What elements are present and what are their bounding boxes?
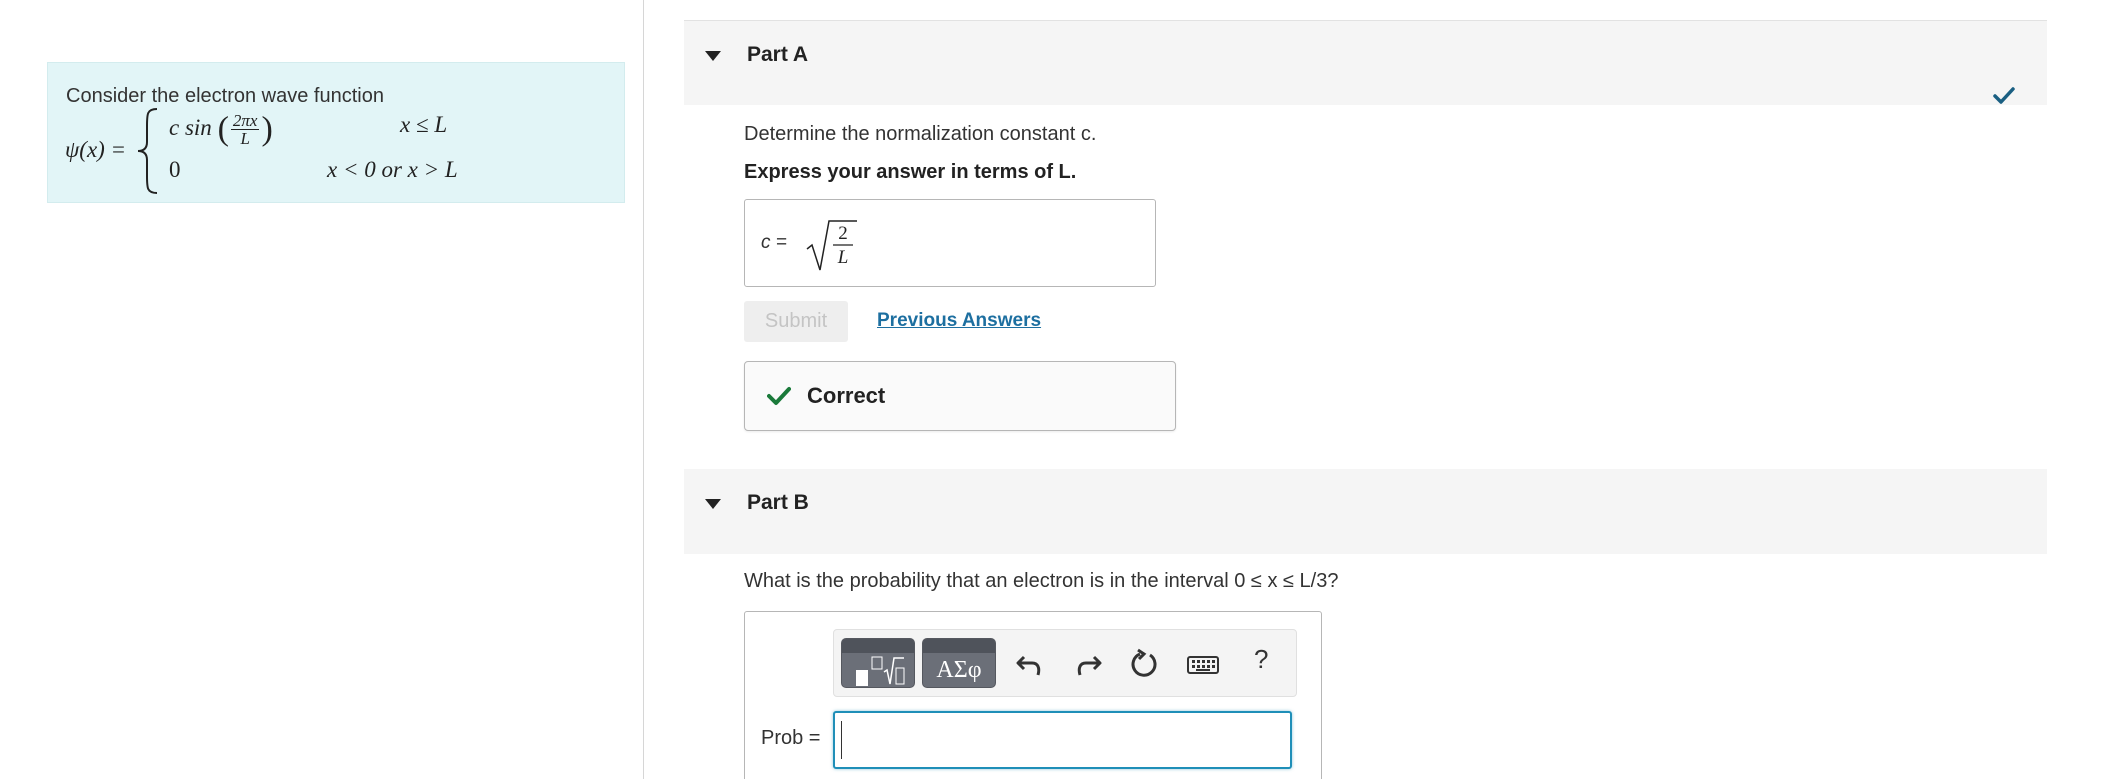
case1-expression: c sin ( $\frac{2\pi x}{L}$ ): [169, 110, 273, 148]
part-b-title: Part B: [747, 491, 809, 514]
part-b-question: What is the probability that an electron is in the interval 0 ≤ x ≤ L/3?: [744, 570, 1339, 592]
problem-intro-panel: [0, 0, 644, 779]
sqrt-denominator: L: [837, 247, 849, 268]
prob-answer-input[interactable]: [833, 711, 1292, 769]
part-a-instruction: Express your answer in terms of L.: [744, 161, 1077, 183]
square-root-expression: [803, 215, 863, 275]
part-a-answer-box: [744, 199, 1156, 287]
piecewise-brace: [135, 106, 161, 196]
previous-answers-link[interactable]: Previous Answers: [877, 310, 1042, 331]
templates-button[interactable]: [841, 638, 915, 688]
math-toolbar: [833, 629, 1297, 697]
completed-check-icon: [1993, 87, 2015, 105]
collapse-caret-icon[interactable]: [705, 499, 721, 509]
wave-function-lhs: ψ(x) =: [65, 137, 127, 162]
correct-feedback-box: [744, 361, 1176, 431]
templates-icon: [852, 654, 906, 688]
submit-button[interactable]: Submit: [744, 301, 848, 342]
part-a-header[interactable]: [684, 20, 2047, 105]
keyboard-icon[interactable]: [1186, 648, 1220, 680]
part-a-title: Part A: [747, 43, 809, 66]
case1-frac-denominator: L: [240, 129, 250, 148]
prob-label: Prob =: [761, 727, 821, 749]
reset-icon[interactable]: [1128, 648, 1160, 680]
correct-check-icon: [767, 386, 791, 406]
greek-letters-button[interactable]: [922, 638, 996, 688]
answer-label-c: c =: [761, 232, 787, 253]
case1-frac-numerator: 2πx: [232, 111, 258, 130]
help-icon[interactable]: ?: [1254, 644, 1269, 674]
text-cursor: [841, 721, 842, 759]
part-b-header[interactable]: [684, 469, 2047, 554]
sqrt-numerator: 2: [838, 223, 848, 244]
case1-coefficient: c sin: [169, 114, 212, 140]
undo-icon[interactable]: [1014, 648, 1046, 680]
correct-label: Correct: [807, 383, 886, 408]
redo-icon[interactable]: [1072, 648, 1104, 680]
case1-fraction: [231, 112, 260, 147]
part-a-question: Determine the normalization constant c.: [744, 123, 1097, 145]
case2-expression: 0: [169, 157, 181, 182]
intro-text: Consider the electron wave function: [66, 85, 384, 107]
case2-condition: x < 0 or x > L: [327, 157, 458, 182]
collapse-caret-icon[interactable]: [705, 51, 721, 61]
problem-statement-box: [47, 62, 625, 203]
greek-letters-icon: ΑΣφ: [936, 657, 982, 683]
wave-function-equation: [65, 106, 625, 196]
part-b-answer-editor: [744, 611, 1322, 779]
case1-condition: x ≤ L: [400, 112, 448, 137]
